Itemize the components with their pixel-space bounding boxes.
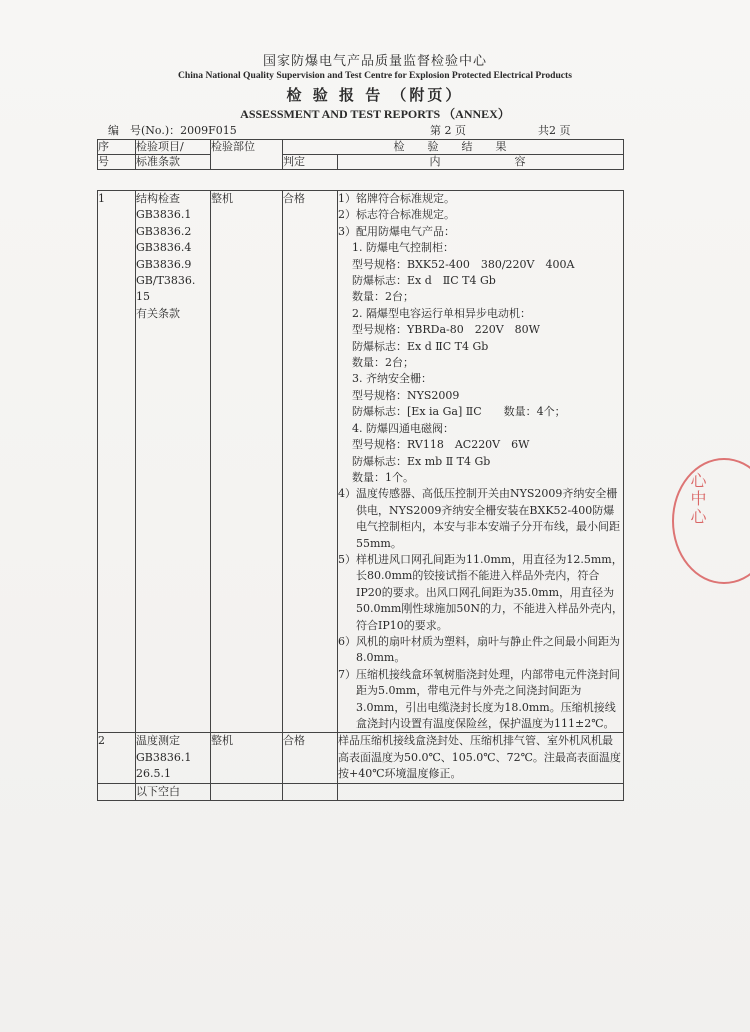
row-judge: 合格 [283, 733, 338, 783]
serial-number: 编 号(No.)：2009F015 [108, 124, 237, 137]
page-total: 共2 页 [538, 124, 571, 137]
centre-title-en: China National Quality Supervision and Test Centre for Explosion Protected Electrical Products [178, 70, 572, 81]
header-no-2: 号 [98, 155, 136, 170]
row-judge: 合格 [283, 191, 338, 733]
row-no: 2 [98, 733, 136, 783]
row-no: 1 [98, 191, 136, 733]
header-item-1: 检验项目/ [136, 140, 211, 155]
header-item-2: 标准条款 [136, 155, 211, 170]
table-row [98, 733, 624, 783]
table-header [97, 139, 624, 170]
row-content: 样品压缩机接线盒浇封处、压缩机排气管、室外机风机最高表面温度为50.0℃、105.0℃、72℃。注最高表面温度按+40℃环境温度修正。 [338, 733, 624, 783]
header-result: 检 验 结 果 [283, 140, 624, 155]
blank-note: 以下空白 [136, 783, 211, 800]
table-row [98, 783, 624, 800]
header-judge: 判定 [283, 155, 338, 170]
table-row [98, 191, 624, 733]
centre-title-cn: 国家防爆电气产品质量监督检验中心 [262, 54, 487, 69]
page-number: 第 2 页 [430, 124, 466, 137]
row-item: 温度测定 GB3836.1 26.5.1 [136, 733, 211, 783]
row-content: 1）铭牌符合标准规定。 2）标志符合标准规定。 3）配用防爆电气产品： 1. 防爆电气控制柜： 型号规格：BXK52-400 380/220V 400A 防爆标志：Ex d ⅡC T4 Gb 数量：2台； 2. 隔爆型电容运行单相异步电动机： 型号规格：YBRDa-80 220V 80W 防爆标志：Ex d ⅡC T4 Gb 数量：2台； 3. 齐纳安全栅： 型号规格：NYS2009 防爆标志：[Ex ia Ga] ⅡC 数量：4个； 4. 防爆四通电磁阀： 型号规格：RV118 AC220V 6W 防爆标志：Ex mb Ⅱ T4 Gb 数量：1个。 4）温度传感器、高低压控制开关由NYS2009齐纳安全栅供电，NYS2009齐纳安全栅安装在BXK52-400防爆电气控制柜内，本安与非本安端子分开布线，最小间距55mm。 5）样机进风口网孔间距为11.0mm，用直径为12.5mm，长80.0mm的铰接试指不能进入样品外壳内，符合IP20的要求。出风口网孔间距为35.0mm，用直径为50.0mm刚性球施加50N的力，不能进入样品外壳内，符合IP10的要求。 6）风机的扇叶材质为塑料，扇叶与静止件之间最小间距为8.0mm。 7）压缩机接线盒环氧树脂浇封处理，内部带电元件浇封间距为5.0mm，带电元件与外壳之间浇封间距为3.0mm，引出电缆浇封长度为18.0mm。压缩机接线盒浇封内设置有温度保险丝，保护温度为111±2℃。 [338, 191, 624, 733]
header-part: 检验部位 [211, 140, 283, 170]
header-no-1: 序 [98, 140, 136, 155]
header-content: 内 容 [338, 155, 624, 170]
results-table [97, 190, 624, 801]
row-part: 整机 [211, 191, 283, 733]
report-title-en: ASSESSMENT AND TEST REPORTS （ANNEX） [240, 107, 510, 121]
row-part: 整机 [211, 733, 283, 783]
report-title-cn: 检 验 报 告 （附页） [286, 86, 464, 104]
row-item: 结构检查 GB3836.1 GB3836.2 GB3836.4 GB3836.9 GB/T3836. 15 有关条款 [136, 191, 211, 733]
seal-text: 心中心 [688, 472, 707, 526]
